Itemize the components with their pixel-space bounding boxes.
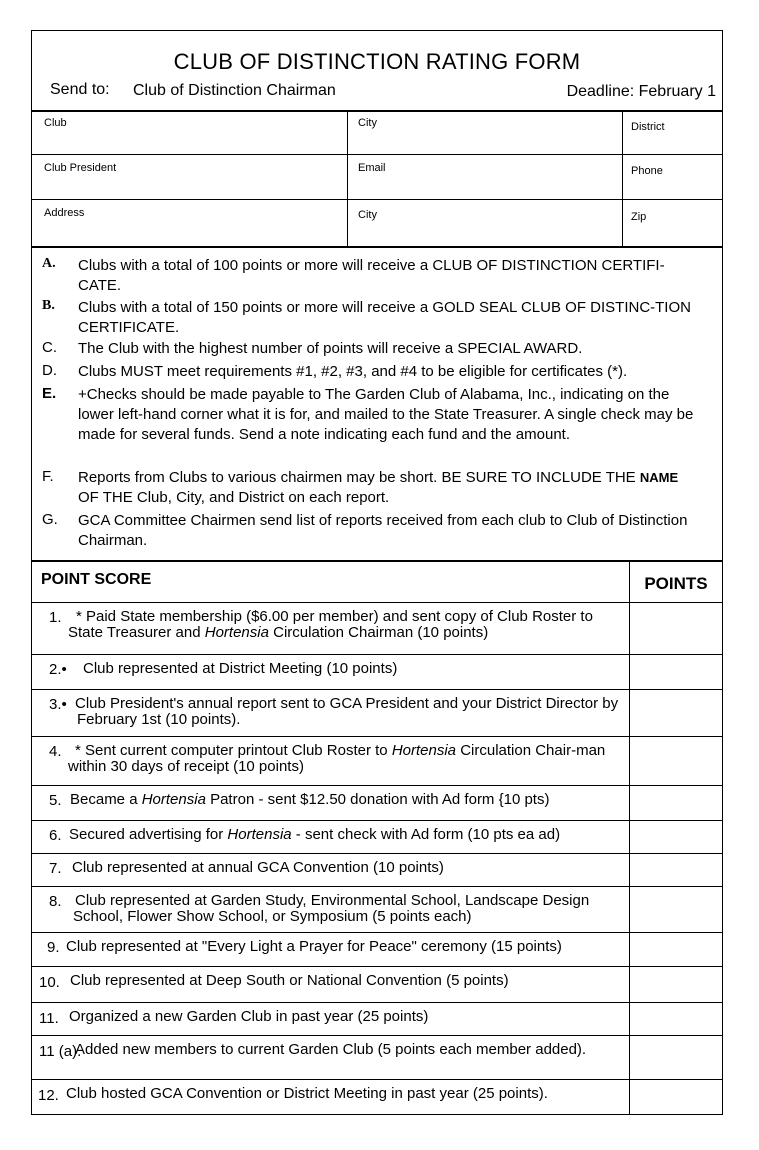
score-row (32, 967, 722, 1003)
instruction-text: Clubs with a total of 150 points or more will receive a GOLD SEAL CLUB OF DISTINC-TION CERTIFICATE. (78, 299, 691, 336)
form-header (32, 31, 722, 112)
instruction-letter: E. (42, 385, 57, 402)
instruction-letter: G. (42, 511, 58, 528)
score-row-number: 1. (49, 609, 62, 626)
points-input-cell[interactable] (630, 887, 722, 932)
points-input-cell[interactable] (630, 786, 722, 820)
score-row-description (66, 1086, 622, 1102)
description-italic: Hortensia (227, 826, 292, 843)
instructions (32, 246, 722, 562)
description-text: Club represented at "Every Light a Prayer for Peace" ceremony (15 points) (66, 938, 562, 955)
address-label: Address (44, 207, 85, 219)
points-input-cell[interactable] (630, 1036, 722, 1079)
score-row-description (77, 696, 622, 728)
score-row (32, 854, 722, 887)
score-row-description (69, 827, 622, 843)
instruction-letter: B. (42, 298, 55, 313)
description-italic: Hortensia (141, 791, 206, 808)
description-text: Became a (70, 791, 142, 808)
score-row-number: 12. (38, 1087, 59, 1104)
score-row-description (70, 792, 622, 808)
points-input-cell[interactable] (630, 737, 722, 785)
score-row-number: 6. (49, 827, 62, 844)
points-input-cell[interactable] (630, 821, 722, 853)
district-field[interactable] (623, 110, 724, 154)
score-row-description (68, 743, 622, 775)
instruction-text-bold: NAME (639, 470, 679, 485)
instruction-letter: C. (42, 339, 57, 356)
score-row (32, 933, 722, 967)
description-text: Secured advertising for (69, 826, 228, 843)
points-input-cell[interactable] (630, 690, 722, 736)
point-score-heading: POINT SCORE (41, 571, 152, 588)
score-row (32, 1003, 722, 1036)
city-label: City (358, 117, 377, 129)
table-header (32, 560, 722, 603)
send-to-label: Send to: (50, 81, 110, 98)
description-text: - sent check with Ad form (10 pts ea ad) (291, 826, 561, 843)
zip-field[interactable] (623, 200, 724, 246)
description-text: Patron - sent $12.50 donation with Ad form {10 pts) (205, 791, 550, 808)
instruction-text: The Club with the highest number of points will receive a SPECIAL AWARD. (78, 340, 583, 357)
score-row-number: 11 (a). (39, 1043, 82, 1060)
points-input-cell[interactable] (630, 933, 722, 966)
description-text: Added new members to current Garden Club (5 points each member added). (75, 1041, 587, 1058)
description-italic: Hortensia (204, 624, 269, 641)
score-row-number: 11. (39, 1010, 59, 1027)
club-president-field[interactable] (32, 155, 348, 199)
score-row (32, 1036, 722, 1080)
score-row-description (72, 860, 622, 876)
description-text: Circulation Chairman (10 points) (268, 624, 489, 641)
points-input-cell[interactable] (630, 1003, 722, 1035)
description-text: Club represented at Garden Study, Environmental School, Landscape Design School, Flower Show School, or Symposium (5 points each) (73, 892, 590, 925)
score-row (32, 821, 722, 854)
instruction-text: GCA Committee Chairmen send list of reports received from each club to Club of Distinction Chairman. (78, 512, 688, 549)
score-row-number: 8. (49, 893, 62, 910)
description-text: Club represented at District Meeting (10 points) (83, 660, 398, 677)
description-text: * Sent current computer printout Club Roster to (75, 742, 392, 759)
description-text: Circulation Chair-man within 30 days of receipt (10 points) (68, 742, 606, 775)
instruction-text (78, 468, 696, 508)
points-input-cell[interactable] (630, 603, 722, 654)
club-field[interactable] (32, 110, 348, 154)
description-text: Club represented at annual GCA Convention (10 points) (72, 859, 444, 876)
club-president-label: Club President (44, 162, 117, 174)
phone-label: Phone (631, 165, 663, 177)
score-row-description (70, 973, 622, 989)
phone-field[interactable] (623, 155, 724, 199)
city-label: City (358, 209, 377, 221)
district-label: District (631, 121, 665, 133)
points-input-cell[interactable] (630, 967, 722, 1002)
instruction-letter: D. (42, 362, 57, 379)
score-row (32, 737, 722, 786)
zip-label: Zip (631, 211, 647, 223)
points-input-cell[interactable] (630, 1080, 722, 1116)
instruction-text: Clubs MUST meet requirements #1, #2, #3, and #4 to be eligible for certificates (*). (78, 363, 628, 380)
score-row (32, 690, 722, 737)
send-to-value: Club of Distinction Chairman (133, 82, 336, 99)
points-input-cell[interactable] (630, 854, 722, 886)
score-row-number: 10. (39, 974, 60, 991)
point-score-table (32, 560, 722, 1114)
info-row (32, 110, 722, 155)
description-text: Club represented at Deep South or National Convention (5 points) (70, 972, 509, 989)
score-row (32, 603, 722, 655)
club-info-grid (32, 110, 722, 248)
description-text: * Paid State membership ($6.00 per member) and sent copy of Club Roster to State Treasurer and (68, 608, 593, 641)
description-italic: Hortensia (391, 742, 457, 759)
description-text: Club hosted GCA Convention or District Meeting in past year (25 points). (66, 1085, 548, 1102)
score-row-description (75, 1041, 622, 1058)
instruction-text: +Checks should be made payable to The Garden Club of Alabama, Inc., indicating on the lower left-hand corner what it is for, and mailed to the State Treasurer. A single check may be made for several funds. Send a note indicating each fund and the amount. (78, 386, 694, 443)
rating-form (31, 30, 723, 1115)
score-row (32, 655, 722, 690)
score-row-description (83, 661, 622, 677)
info-row (32, 155, 722, 200)
instruction-text-part: Reports from Clubs to various chairmen may be short. BE SURE TO INCLUDE THE (78, 469, 640, 486)
score-row-number: 2.• (49, 661, 67, 678)
deadline: Deadline: February 1 (566, 83, 716, 100)
score-row-number: 9. (47, 939, 60, 956)
instruction-letter: A. (42, 256, 56, 271)
score-row (32, 786, 722, 821)
score-row-number: 7. (49, 860, 62, 877)
email-field[interactable] (348, 155, 623, 199)
points-input-cell[interactable] (630, 655, 722, 689)
description-text: Organized a new Garden Club in past year (25 points) (69, 1008, 429, 1025)
email-label: Email (358, 162, 386, 174)
score-row-number: 4. (49, 743, 62, 760)
club-label: Club (44, 117, 67, 129)
score-row-number: 5. (49, 792, 62, 809)
form-title: CLUB OF DISTINCTION RATING FORM (173, 49, 581, 74)
instruction-letter: F. (42, 468, 54, 485)
description-text: Club President's annual report sent to GCA President and your District Director by February 1st (10 points). (75, 695, 619, 728)
score-row-number: 3.• (49, 696, 67, 713)
address-field[interactable] (32, 200, 348, 246)
score-row (32, 887, 722, 933)
score-row-description (73, 893, 622, 925)
score-row-description (69, 1009, 622, 1025)
points-heading: POINTS (644, 574, 708, 593)
city-field[interactable] (348, 200, 623, 246)
city-field[interactable] (348, 110, 623, 154)
score-row-description (68, 609, 622, 641)
score-row-description (66, 939, 622, 955)
instruction-text-part: OF THE Club, City, and District on each report. (78, 489, 390, 506)
score-row (32, 1080, 722, 1116)
instruction-text: Clubs with a total of 100 points or more will receive a CLUB OF DISTINCTION CERTIFI-CATE. (78, 257, 665, 294)
info-row (32, 200, 722, 246)
